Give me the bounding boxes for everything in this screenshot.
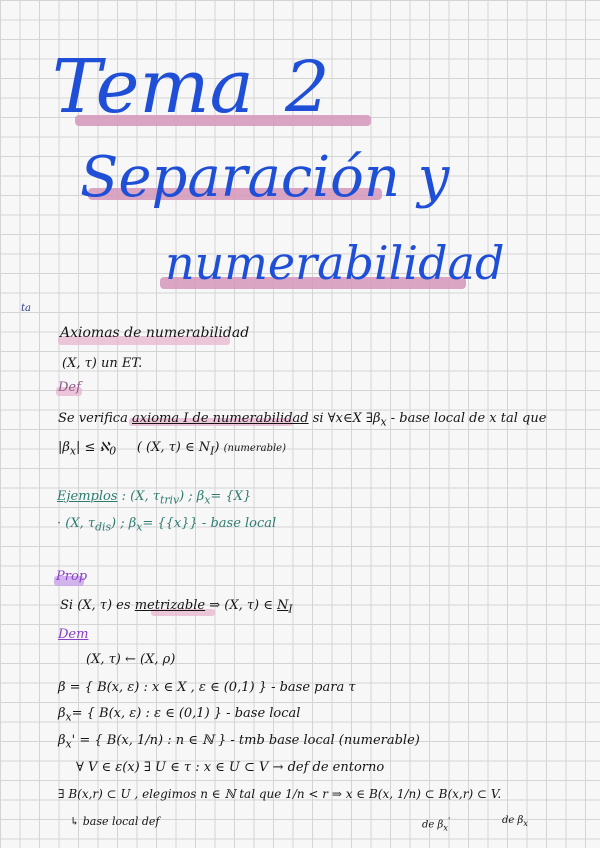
def-line2-sub2: 0: [109, 444, 117, 458]
dem-note1-pre: de β: [422, 819, 444, 831]
dem-l4-pre: β: [58, 733, 66, 748]
section-setting: (X, τ) un ET.: [62, 356, 143, 371]
ejemplos-ex1-sub: triv: [159, 493, 180, 507]
dem-note2-sub: x: [523, 818, 528, 828]
ejemplos-ex1-tail: ) ; β: [179, 489, 205, 504]
prop-line: [60, 598, 293, 616]
prop-label: Prop: [56, 569, 88, 584]
ejemplos-ex2-end: = {{x}} - base local: [142, 516, 277, 531]
def-line2-b: | ≤ ℵ: [76, 440, 110, 455]
ejemplos-line-1: [57, 489, 251, 507]
ejemplos-ex2-sub2: x: [136, 520, 143, 534]
def-line-2: [58, 440, 286, 458]
dem-line-2: β = { B(x, ε) : x ∈ X , ε ∈ (0,1) } - base para τ: [58, 680, 356, 695]
prop-term: metrizable: [134, 598, 206, 613]
dem-note1-sub: x: [443, 822, 448, 833]
dem-l3-sub: x: [65, 710, 72, 724]
def-line2-cond: ( (X, τ) ∈ N: [136, 440, 211, 455]
ejemplos-ex2-sub: dis: [95, 520, 112, 534]
def-line1-post: si ∀x∈X ∃β: [312, 411, 381, 426]
dem-l3-pre: β: [58, 706, 66, 721]
def-line2-sub: x: [69, 444, 77, 458]
def-label: Def: [58, 380, 81, 395]
ejemplos-ex2: · (X, τ: [57, 516, 96, 531]
def-line1-pre: Se verifica: [58, 411, 128, 426]
dem-note2-pre: de β: [502, 815, 524, 826]
prop-line-pre: Si (X, τ) es: [60, 598, 131, 613]
def-line2-cond-end: ): [214, 440, 220, 455]
ejemplos-label: Ejemplos: [57, 489, 118, 504]
dem-l4-tail: ' = { B(x, 1/n) : n ∈ ℕ } - tmb base local (numerable): [71, 733, 420, 748]
def-term: axioma I de numerabilidad: [131, 411, 309, 426]
prop-line-end-sub: I: [288, 602, 293, 616]
ejemplos-ex1-end: = {X}: [210, 489, 252, 504]
page-number: ta: [21, 303, 31, 314]
dem-line-5: ∀ V ∈ ε(x) ∃ U ∈ τ : x ∈ U ⊂ V → def de entorno: [76, 760, 385, 775]
dem-line-7: ↳ base local def: [70, 815, 160, 828]
title-numerabilidad: numerabilidad: [165, 236, 505, 290]
dem-line-3: [58, 706, 300, 724]
section-heading: Axiomas de numerabilidad: [60, 325, 250, 341]
dem-line-1: (X, τ) ← (X, ρ): [86, 652, 176, 667]
def-line1-sub: x: [380, 415, 387, 429]
dem-note1-sup: ': [447, 815, 451, 825]
title-separacion: Separación y: [80, 145, 450, 210]
title-number: 2: [285, 46, 330, 128]
title-tema: Tema: [52, 44, 254, 130]
ejemplos-ex1: : (X, τ: [121, 489, 160, 504]
def-line1-tail: - base local de x tal que: [390, 411, 547, 426]
dem-l3-tail: = { B(x, ε) : ε ∈ (0,1) } - base local: [71, 706, 301, 721]
def-line2-a: |β: [58, 440, 70, 455]
ejemplos-ex1-sub2: x: [204, 493, 211, 507]
prop-line-mid: ⇒ (X, τ) ∈: [209, 598, 273, 613]
def-line-1: [58, 411, 546, 429]
dem-note-2: [502, 815, 528, 828]
dem-label: Dem: [58, 627, 89, 642]
prop-line-end: N: [277, 598, 289, 613]
dem-line-4: [58, 733, 420, 751]
ejemplos-ex2-tail: ) ; β: [111, 516, 137, 531]
dem-note-1: [422, 815, 450, 832]
dem-line-6: ∃ B(x,r) ⊂ U , elegimos n ∈ ℕ tal que 1/n < r ⇒ x ∈ B(x, 1/n) ⊂ B(x,r) ⊂ V.: [58, 787, 502, 801]
dem-l4-sub: x: [65, 737, 72, 751]
def-line2-cond-sub: I: [210, 444, 215, 458]
ejemplos-line-2: [57, 516, 276, 534]
def-line2-note: (numerable): [223, 443, 286, 454]
